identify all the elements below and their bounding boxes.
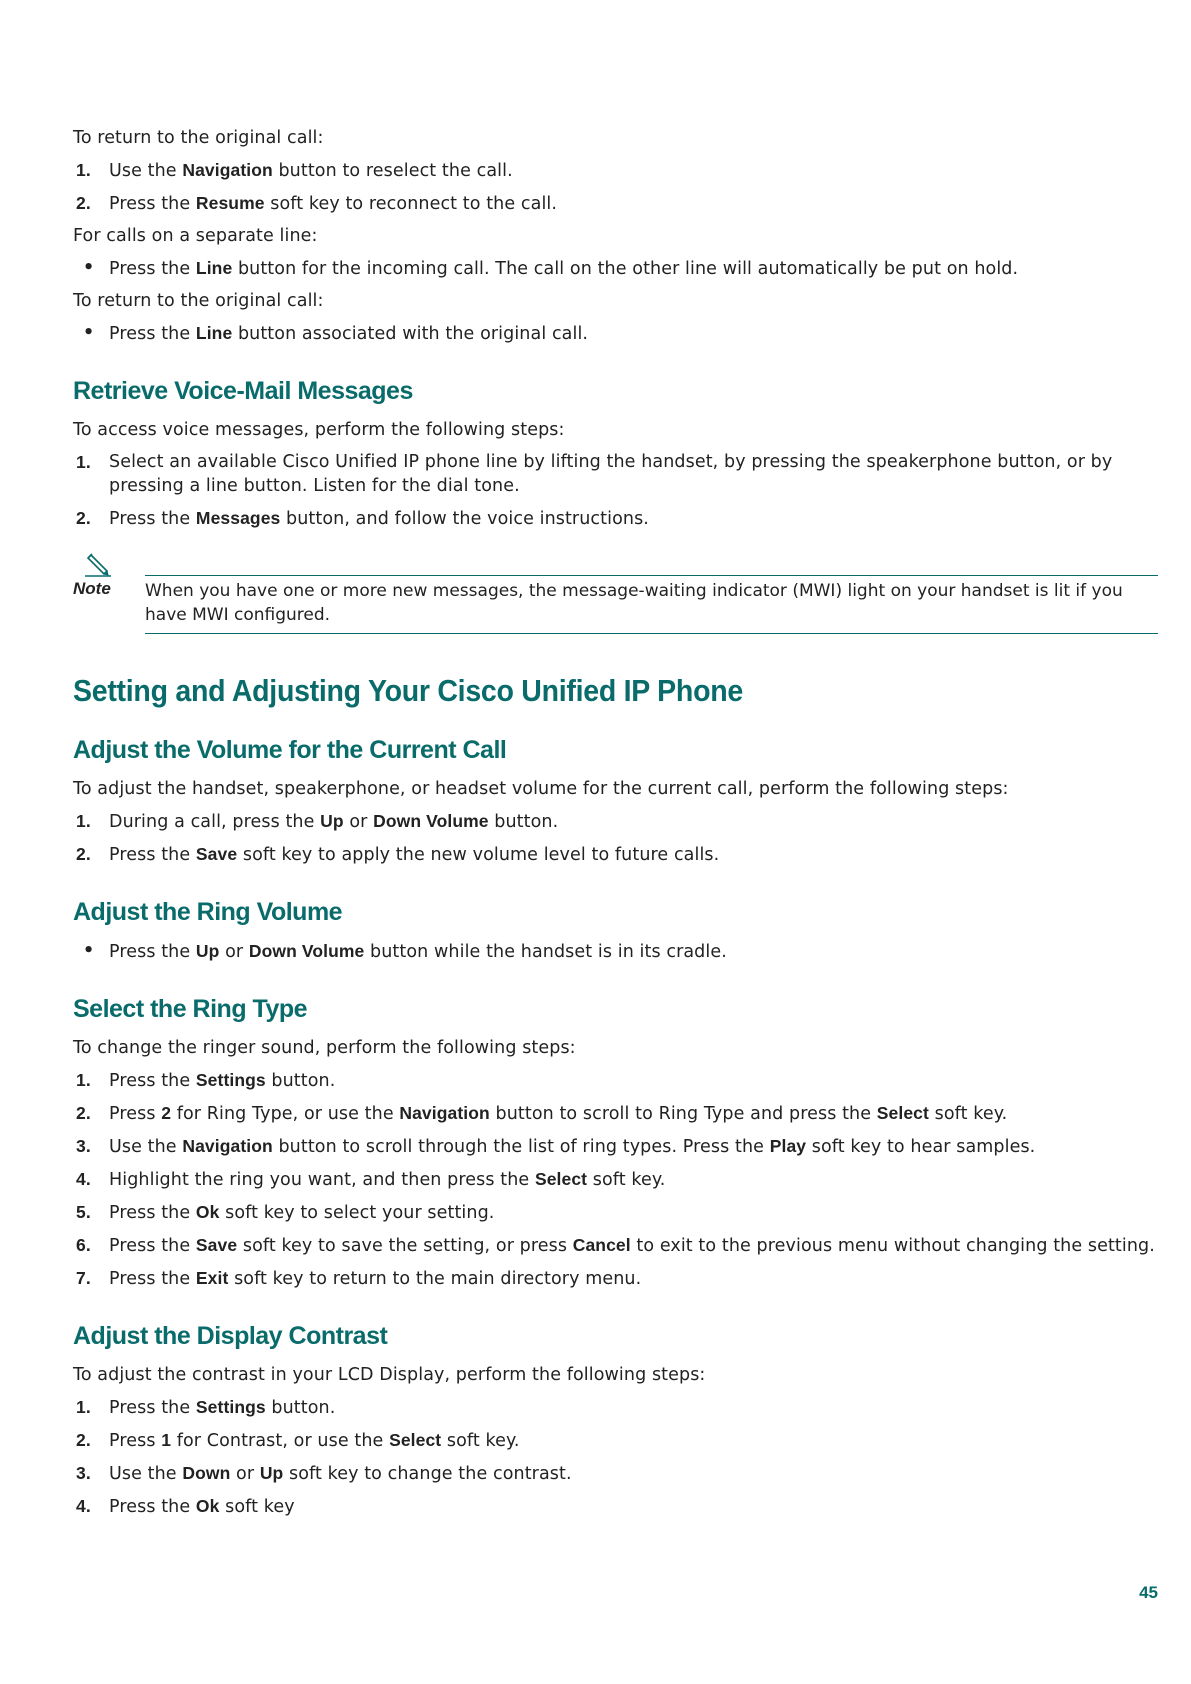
- list-item: 4. Press the Ok soft key: [76, 1496, 295, 1517]
- list-item: 7. Press the Exit soft key to return to the main directory menu.: [76, 1268, 642, 1289]
- section-heading-contrast: Adjust the Display Contrast: [73, 1322, 388, 1350]
- section-heading-volume: Adjust the Volume for the Current Call: [73, 736, 507, 764]
- section-intro: To adjust the handset, speakerphone, or headset volume for the current call, perform the following steps:: [73, 779, 1009, 799]
- section-intro: To change the ringer sound, perform the following steps:: [73, 1038, 576, 1058]
- list-item: 2. Press 1 for Contrast, or use the Select soft key.: [76, 1430, 520, 1451]
- list-item: 6. Press the Save soft key to save the setting, or press Cancel to exit to the previous menu without changing the setting.: [76, 1235, 1155, 1256]
- section-heading-ring-type: Select the Ring Type: [73, 995, 308, 1023]
- bullet-icon: •: [83, 941, 95, 961]
- list-item: 1. Use the Navigation button to reselect the call.: [76, 160, 513, 181]
- note-text: When you have one or more new messages, the message-waiting indicator (MWI) light on your handset is lit if you have MWI configured.: [145, 575, 1158, 634]
- chapter-heading: Setting and Adjusting Your Cisco Unified IP Phone: [73, 673, 743, 708]
- pencil-icon: [85, 551, 111, 577]
- section-heading-ring-volume: Adjust the Ring Volume: [73, 898, 343, 926]
- bullet-icon: •: [83, 258, 95, 278]
- return-label: To return to the original call:: [73, 128, 324, 148]
- list-item: 4. Highlight the ring you want, and then press the Select soft key.: [76, 1169, 666, 1190]
- list-item: 2. Press the Save soft key to apply the new volume level to future calls.: [76, 844, 720, 865]
- return-label: To return to the original call:: [73, 291, 324, 311]
- list-item: 2. Press the Messages button, and follow the voice instructions.: [76, 508, 649, 529]
- bullet-item: • Press the Line button associated with the original call.: [73, 321, 1158, 346]
- list-item: 1. During a call, press the Up or Down Volume button.: [76, 811, 559, 832]
- list-item: 5. Press the Ok soft key to select your setting.: [76, 1202, 495, 1223]
- list-item: 1. Select an available Cisco Unified IP phone line by lifting the handset, by pressing the speakerphone button, or by pressing a line button. Listen for the dial tone.: [76, 452, 1113, 496]
- bullet-item: • Press the Line button for the incoming call. The call on the other line will automatically be put on hold.: [73, 256, 1158, 281]
- section-heading-voicemail: Retrieve Voice-Mail Messages: [73, 377, 413, 405]
- note-block: [73, 551, 1158, 633]
- bullet-icon: •: [83, 323, 95, 343]
- list-item: 2. Press 2 for Ring Type, or use the Navigation button to scroll to Ring Type and press the Select soft key.: [76, 1103, 1008, 1124]
- list-item: 3. Use the Down or Up soft key to change the contrast.: [76, 1463, 572, 1484]
- page-number: 45: [1139, 1583, 1158, 1602]
- list-item: 3. Use the Navigation button to scroll through the list of ring types. Press the Play soft key to hear samples.: [76, 1136, 1036, 1157]
- list-item: 2. Press the Resume soft key to reconnect to the call.: [76, 193, 558, 214]
- list-item: 1. Press the Settings button.: [76, 1070, 336, 1091]
- separate-line-label: For calls on a separate line:: [73, 226, 318, 246]
- section-intro: To adjust the contrast in your LCD Display, perform the following steps:: [73, 1365, 706, 1385]
- bullet-item: • Press the Up or Down Volume button while the handset is in its cradle.: [73, 939, 1158, 964]
- list-item: 1. Press the Settings button.: [76, 1397, 336, 1418]
- note-label: Note: [73, 579, 111, 598]
- section-intro: To access voice messages, perform the following steps:: [73, 420, 565, 440]
- document-page: [73, 126, 1158, 1527]
